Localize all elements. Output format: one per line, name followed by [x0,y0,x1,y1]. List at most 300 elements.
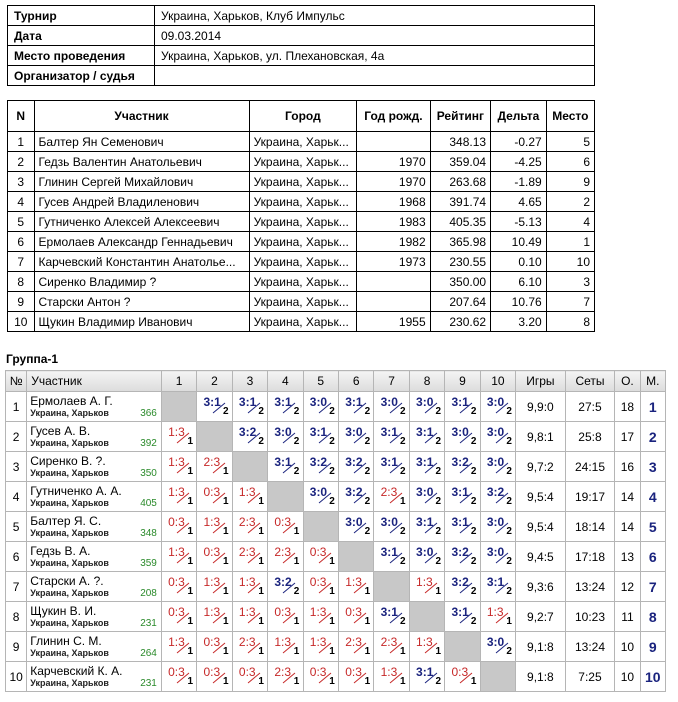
player-rating: 348 [140,528,157,539]
participant-rating: 359.04 [430,152,490,172]
match-result-cell [268,422,303,452]
match-score [270,663,300,687]
points-value: 12 [615,572,640,602]
participant-city: Украина, Харьк... [249,172,357,192]
participant-place: 3 [546,272,594,292]
match-score [377,453,407,477]
match-points: 1 [258,676,264,687]
match-score [412,663,442,687]
match-result-cell [374,602,409,632]
match-points: 1 [435,586,442,597]
group-row [6,422,666,452]
match-result-cell [338,662,373,692]
participant-delta: 3.20 [491,312,547,332]
row-number: 6 [6,542,27,572]
match-result-cell [374,452,409,482]
participant-rating: 365.98 [430,232,490,252]
games-value: 9,3:6 [516,572,566,602]
points-value: 10 [615,632,640,662]
participant-n: 7 [8,252,35,272]
match-points: 1 [364,646,371,657]
match-result-cell [480,572,515,602]
player-name: Глинин С. М. [30,634,102,648]
col-games-header: Игры [516,371,566,392]
match-score-text: 3:0 [309,485,328,499]
match-score-text: 3:0 [486,395,505,409]
col-player-header: Участник [27,371,162,392]
col-opponent-header: 6 [338,371,373,392]
match-score [447,453,477,477]
match-score-text: 3:1 [238,395,257,409]
match-points: 2 [364,406,371,417]
match-score [412,573,442,597]
match-result-cell [268,632,303,662]
match-score [235,393,265,417]
points-value: 16 [615,452,640,482]
match-points: 1 [222,676,229,687]
player-rating: 208 [140,588,157,599]
group-row [6,512,666,542]
match-points: 1 [222,586,229,597]
participant-name: Сиренко Владимир ? [34,272,249,292]
match-points: 2 [435,466,442,477]
match-points: 2 [435,556,442,567]
match-score [483,453,513,477]
participant-delta: -5.13 [491,212,547,232]
participant-n: 5 [8,212,35,232]
match-score-text: 3:1 [451,515,469,529]
player-rating: 350 [140,468,157,479]
match-score-text: 3:0 [345,515,363,529]
player-name: Гутниченко А. А. [30,484,122,498]
match-score-text: 3:1 [380,605,398,619]
participant-rating: 207.64 [430,292,490,312]
match-score [200,633,230,657]
match-score-text: 0:3 [345,665,362,679]
match-score [270,453,300,477]
sets-value: 19:17 [565,482,615,512]
match-score [235,513,265,537]
participant-place: 1 [546,232,594,252]
place-value: 4 [640,482,665,512]
match-score [200,393,230,417]
match-score [164,663,194,687]
match-score-text: 0:3 [238,665,256,679]
match-points: 1 [187,436,194,447]
match-score [447,483,477,507]
col-opponent-header: 1 [161,371,196,392]
match-score [235,663,265,687]
match-points: 2 [258,436,264,447]
player-rating: 392 [140,438,157,449]
match-points: 2 [470,586,477,597]
match-points: 2 [364,466,371,477]
match-score [447,573,477,597]
participant-city: Украина, Харьк... [249,232,357,252]
match-score-text: 3:1 [203,395,221,409]
match-points: 2 [400,436,406,447]
match-points: 1 [400,646,406,657]
match-result-cell [232,602,267,632]
match-result-cell [374,392,409,422]
match-score-text: 2:3 [345,635,362,649]
col-points-header: О. [615,371,640,392]
match-score-text: 3:2 [274,575,292,589]
match-points: 2 [506,496,512,507]
col-opponent-header: 4 [268,371,303,392]
match-score-text: 3:1 [451,605,469,619]
match-score [270,513,300,537]
match-result-cell [161,572,196,602]
participants-header: Дельта [491,101,547,132]
participant-delta: 4.65 [491,192,547,212]
match-points: 1 [222,616,229,627]
participant-row [8,192,595,212]
match-points: 1 [293,526,300,537]
games-value: 9,1:8 [516,662,566,692]
match-score-text: 3:1 [416,665,434,679]
player-cell [27,572,162,602]
match-points: 1 [364,616,371,627]
participant-year: 1970 [357,152,430,172]
match-result-cell [303,602,338,632]
match-score-text: 3:0 [274,425,292,439]
match-score-text: 3:0 [486,545,505,559]
match-score-text: 3:2 [451,545,469,559]
participant-name: Ермолаев Александр Геннадьевич [34,232,249,252]
match-points: 2 [435,436,442,447]
player-cell [27,392,162,422]
match-score-text: 1:3 [238,485,256,499]
match-score-text: 3:1 [416,425,434,439]
match-result-cell [480,632,515,662]
match-score-text: 3:2 [309,455,328,469]
match-points: 1 [329,616,335,627]
info-value: 09.03.2014 [155,26,595,46]
participant-year: 1968 [357,192,430,212]
match-result-cell [374,422,409,452]
match-score-text: 1:3 [238,575,256,589]
participant-place: 2 [546,192,594,212]
match-result-cell [303,482,338,512]
match-points: 1 [222,556,229,567]
match-score-text: 3:1 [416,455,434,469]
match-score-text: 3:1 [416,515,434,529]
participant-city: Украина, Харьк... [249,132,357,152]
participant-delta: 0.10 [491,252,547,272]
player-rating: 359 [140,558,157,569]
sets-value: 10:23 [565,602,615,632]
row-number: 5 [6,512,27,542]
match-score [412,453,442,477]
match-result-cell [303,572,338,602]
col-opponent-header: 10 [480,371,515,392]
match-score-text: 3:0 [380,395,398,409]
group-crosstable [5,370,666,692]
participant-year: 1955 [357,312,430,332]
participant-n: 6 [8,232,35,252]
participant-city: Украина, Харьк... [249,272,357,292]
match-points: 1 [293,646,300,657]
match-score-text: 3:0 [380,515,398,529]
match-score-text: 3:1 [345,395,363,409]
match-score [270,393,300,417]
points-value: 18 [615,392,640,422]
match-score-text: 3:0 [486,635,505,649]
participant-n: 4 [8,192,35,212]
match-score-text: 3:0 [486,425,505,439]
match-result-cell [480,422,515,452]
match-result-cell [480,482,515,512]
group-row [6,662,666,692]
match-score-text: 2:3 [380,635,398,649]
match-result-cell [232,542,267,572]
match-points: 2 [470,556,477,567]
col-opponent-header: 7 [374,371,409,392]
match-result-cell [232,392,267,422]
player-rating: 231 [140,618,157,629]
match-score [306,453,336,477]
player-name: Гусев А. В. [30,424,91,438]
match-score-text: 1:3 [203,515,221,529]
participant-row [8,172,595,192]
info-label: Организатор / судья [8,66,155,86]
match-score-text: 3:2 [345,455,363,469]
match-score [306,543,336,567]
match-points: 2 [293,436,300,447]
match-score-text: 0:3 [203,485,221,499]
match-score [270,543,300,567]
match-score [270,573,300,597]
match-points: 1 [329,676,335,687]
match-result-cell [445,602,480,632]
points-value: 14 [615,512,640,542]
match-score-text: 0:3 [345,605,362,619]
match-score [235,543,265,567]
participant-n: 10 [8,312,35,332]
match-score-text: 1:3 [309,605,327,619]
match-score-text: 1:3 [168,455,185,469]
sets-value: 24:15 [565,452,615,482]
match-result-cell [161,632,196,662]
match-score [447,603,477,627]
info-label: Турнир [8,6,155,26]
info-row [8,66,595,86]
match-points: 1 [293,616,300,627]
sets-value: 13:24 [565,572,615,602]
match-points: 1 [258,526,264,537]
match-points: 1 [187,616,194,627]
player-name: Старски А. ?. [30,574,104,588]
match-result-cell [268,392,303,422]
match-points: 1 [258,556,264,567]
match-score [200,513,230,537]
match-score-text: 2:3 [238,515,256,529]
match-result-cell [197,572,232,602]
match-points: 2 [506,556,512,567]
match-result-cell [480,512,515,542]
match-score [341,513,371,537]
participant-rating: 348.13 [430,132,490,152]
match-result-cell [409,512,444,542]
match-points: 1 [258,616,264,627]
match-result-cell [197,452,232,482]
tournament-info-table [7,5,595,86]
participant-name: Гутниченко Алексей Алексеевич [34,212,249,232]
match-score [200,573,230,597]
match-result-cell [409,482,444,512]
match-score [306,393,336,417]
match-score-text: 2:3 [238,635,256,649]
player-city: Украина, Харьков [30,618,109,628]
match-score-text: 2:3 [380,485,398,499]
match-points: 2 [470,406,477,417]
player-cell [27,482,162,512]
participant-name: Гусев Андрей Владиленович [34,192,249,212]
match-points: 1 [187,496,194,507]
player-city: Украина, Харьков [30,648,109,658]
participant-year: 1973 [357,252,430,272]
match-points: 2 [506,436,512,447]
match-score [270,633,300,657]
match-points: 1 [187,676,194,687]
match-score-text: 0:3 [203,545,221,559]
participant-row [8,212,595,232]
games-value: 9,5:4 [516,482,566,512]
match-score [377,603,407,627]
match-score [447,393,477,417]
participant-year [357,272,430,292]
match-score-text: 3:1 [380,425,398,439]
match-score [341,633,371,657]
place-value: 5 [640,512,665,542]
group-title: Группа-1 [6,352,59,366]
match-points: 2 [329,466,335,477]
match-result-cell [197,602,232,632]
match-points: 2 [435,526,442,537]
match-result-cell [374,632,409,662]
participants-header: Город [249,101,357,132]
participant-n: 9 [8,292,35,312]
match-points: 2 [470,616,477,627]
col-opponent-header: 5 [303,371,338,392]
participant-delta: 10.49 [491,232,547,252]
participants-header: N [8,101,35,132]
match-result-cell [409,662,444,692]
match-result-cell [338,512,373,542]
participant-city: Украина, Харьк... [249,192,357,212]
match-result-cell [409,392,444,422]
match-score [377,633,407,657]
sets-value: 18:14 [565,512,615,542]
player-city: Украина, Харьков [30,468,109,478]
match-points: 1 [435,646,442,657]
match-score-text: 3:1 [380,455,398,469]
match-score [377,483,407,507]
participant-delta: 6.10 [491,272,547,292]
match-result-cell [161,512,196,542]
match-result-cell [374,482,409,512]
match-result-cell [338,482,373,512]
info-value: Украина, Харьков, Клуб Импульс [155,6,595,26]
match-score-text: 3:0 [486,515,505,529]
match-score-text: 3:2 [451,575,469,589]
match-points: 2 [435,496,442,507]
match-score [447,423,477,447]
match-result-cell [445,512,480,542]
match-score-text: 2:3 [238,545,256,559]
match-result-cell [374,512,409,542]
self-cell [480,662,515,692]
player-name: Щукин В. И. [30,604,97,618]
match-result-cell [232,632,267,662]
participant-rating: 391.74 [430,192,490,212]
match-result-cell [338,422,373,452]
sets-value: 17:18 [565,542,615,572]
match-score-text: 2:3 [203,455,221,469]
match-result-cell [232,512,267,542]
sets-value: 27:5 [565,392,615,422]
match-result-cell [338,452,373,482]
row-number: 9 [6,632,27,662]
match-points: 2 [222,406,229,417]
match-score [200,453,230,477]
match-score [377,513,407,537]
player-cell [27,542,162,572]
match-points: 1 [187,556,194,567]
match-points: 2 [400,556,406,567]
player-city: Украина, Харьков [30,588,109,598]
place-value: 3 [640,452,665,482]
match-score [164,513,194,537]
info-label: Место проведения [8,46,155,66]
participant-name: Глинин Сергей Михайлович [34,172,249,192]
match-score [164,543,194,567]
participant-n: 1 [8,132,35,152]
games-value: 9,2:7 [516,602,566,632]
match-result-cell [268,662,303,692]
col-opponent-header: 8 [409,371,444,392]
match-points: 2 [506,406,512,417]
match-score [341,393,371,417]
match-points: 1 [470,676,477,687]
participant-year: 1982 [357,232,430,252]
col-num-header: № [6,371,27,392]
player-rating: 231 [140,678,157,689]
participant-year: 1983 [357,212,430,232]
match-score [377,663,407,687]
match-points: 2 [470,436,477,447]
info-value [155,66,595,86]
participant-name: Щукин Владимир Иванович [34,312,249,332]
match-score-text: 3:1 [380,545,398,559]
participant-place: 7 [546,292,594,312]
match-score [483,633,513,657]
points-value: 17 [615,422,640,452]
match-result-cell [374,662,409,692]
player-city: Украина, Харьков [30,438,109,448]
match-result-cell [232,422,267,452]
info-row [8,46,595,66]
match-result-cell [268,452,303,482]
match-score-text: 0:3 [203,635,221,649]
match-score [200,603,230,627]
participant-delta: -0.27 [491,132,547,152]
match-result-cell [197,542,232,572]
player-city: Украина, Харьков [30,408,109,418]
self-cell [268,482,303,512]
match-points: 1 [187,466,194,477]
